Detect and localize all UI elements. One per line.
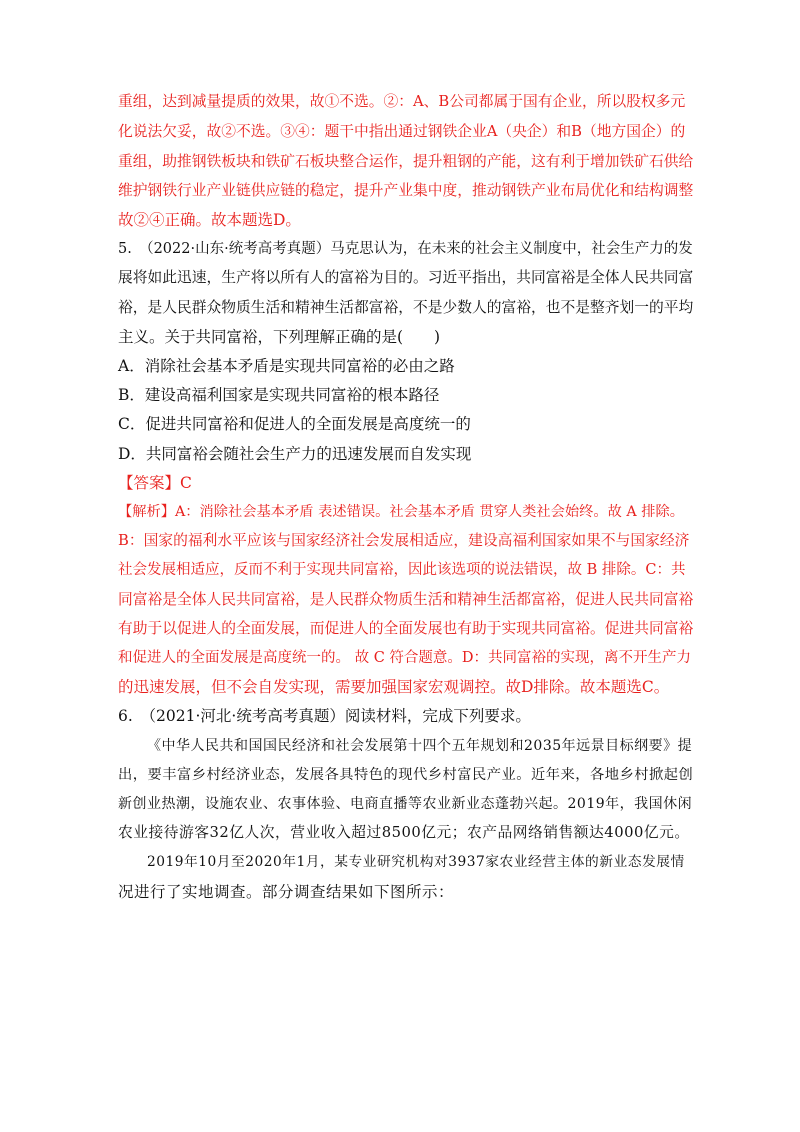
- q6-material-line: 《中华人民共和国国民经济和社会发展第十四个五年规划和2035年远景目标纲要》提: [147, 738, 693, 754]
- q5-analysis-line: 社会发展相适应，反而不利于实现共同富裕，因此该选项的说法错误，故 B 排除。C：共: [118, 562, 686, 578]
- prev-analysis-line: 故②④正确。故本题选D。: [118, 211, 301, 229]
- q5-option-a: A．消除社会基本矛盾是实现共同富裕的必由之路: [118, 357, 455, 375]
- q5-stem-line: 5. （2022·山东·统考高考真题）马克思认为，在未来的社会主义制度中，社会生产力的发: [118, 241, 693, 257]
- q5-stem-line: 展将如此迅速，生产将以所有人的富裕为目的。习近平指出，共同富裕是全体人民共同富: [118, 269, 694, 286]
- q5-option-d: D．共同富裕会随社会生产力的迅速发展而自发实现: [118, 445, 472, 463]
- q6-material-line: 新创业热潮，设施农业、农事体验、电商直播等农业新业态蓬勃兴起。2019年，我国休闲: [118, 796, 693, 812]
- q5-analysis-line: 和促进人的全面发展是高度统一的。 故 C 符合题意。D：共同富裕的实现，离不开生产力: [118, 650, 692, 666]
- q5-option-b: B．建设高福利国家是实现共同富裕的根本路径: [118, 386, 440, 404]
- prev-analysis-line: 化说法欠妥，故②不选。③④：题干中指出通过钢铁企业A（央企）和B（地方国企）的: [118, 123, 686, 140]
- q6-stem: 6. （2021·河北·统考高考真题）阅读材料，完成下列要求。: [118, 707, 531, 725]
- q5-analysis-line: 的迅速发展，但不会自发实现，需要加强国家宏观调控。故D排除。故本题选C。: [118, 678, 670, 696]
- prev-analysis-line: 维护钢铁行业产业链供应链的稳定，提升产业集中度，推动钢铁产业布局优化和结构调整: [118, 182, 694, 199]
- q5-stem-line: 裕，是人民群众物质生活和精神生活都富裕，不是少数人的富裕，也不是整齐划一的平均: [118, 299, 694, 316]
- q6-material-line: 农业接待游客32亿人次，营业收入超过8500亿元；农产品网络销售额达4000亿元。: [118, 824, 690, 841]
- q5-option-c: C．促进共同富裕和促进人的全面发展是高度统一的: [118, 415, 471, 433]
- q5-analysis-line: 有助于以促进人的全面发展，而促进人的全面发展也有助于实现共同富裕。促进共同富裕: [118, 620, 694, 637]
- prev-analysis-line: 重组，达到减量提质的效果，故①不选。②：A、B公司都属于国有企业，所以股权多元: [118, 93, 686, 110]
- q5-stem-line: 主义。关于共同富裕，下列理解正确的是( ): [118, 328, 441, 346]
- q6-material-line: 出，要丰富乡村经济业态，发展各具特色的现代乡村富民产业。近年来，各地乡村掀起创: [118, 767, 694, 783]
- q6-material-line: 2019年10月至2020年1月，某专业研究机构对3937家农业经营主体的新业态发展情: [147, 854, 685, 870]
- q5-analysis-line: 【解析】A：消除社会基本矛盾 表述错误。社会基本矛盾 贯穿人类社会始终。故 A 排除。: [118, 504, 684, 520]
- q5-analysis-line: 同富裕是全体人民共同富裕，是人民群众物质生活和精神生活都富裕，促进人民共同富裕: [118, 591, 694, 608]
- q5-answer: 【答案】C: [118, 474, 192, 492]
- q5-analysis-line: B：国家的福利水平应该与国家经济社会发展相适应，建设高福利国家如果不与国家经济: [118, 532, 690, 549]
- prev-analysis-line: 重组，助推钢铁板块和铁矿石板块整合运作，提升粗钢的产能，这有利于增加铁矿石供给: [118, 153, 694, 170]
- q6-material-line: 况进行了实地调查。部分调查结果如下图所示：: [118, 883, 455, 901]
